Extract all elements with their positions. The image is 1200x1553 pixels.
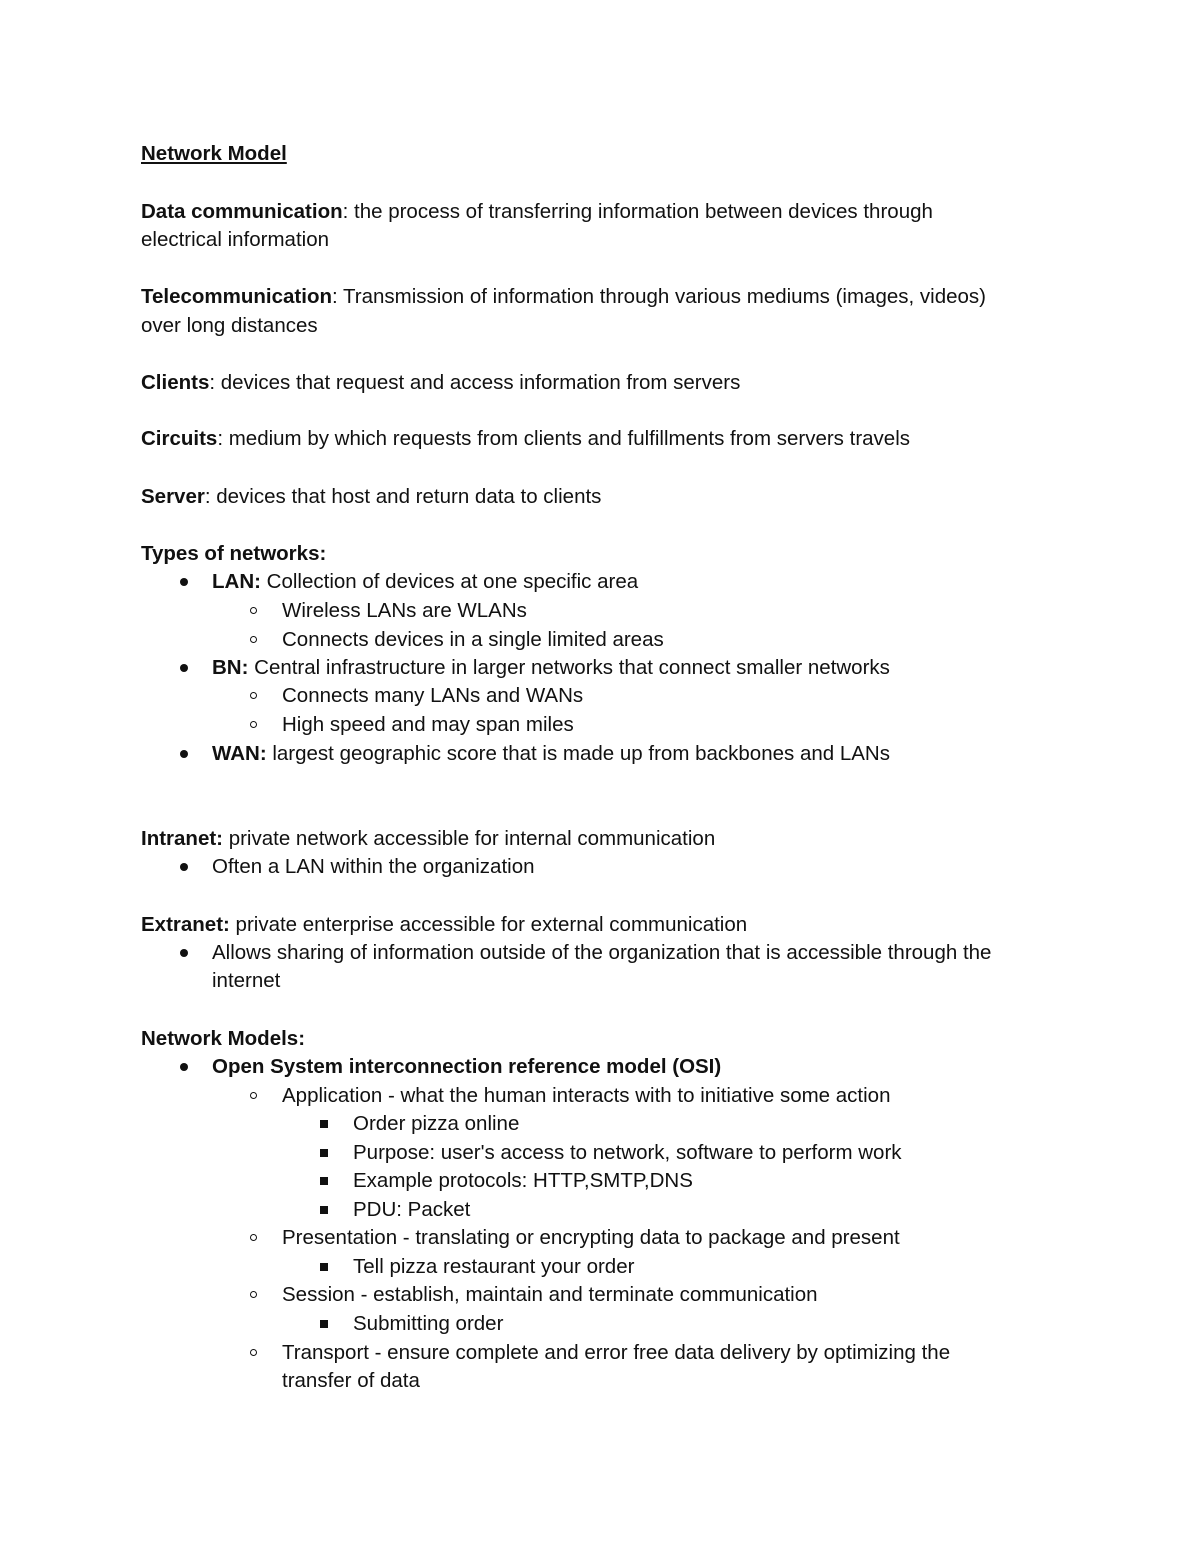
- definition-telecommunication-cont: over long distances: [141, 314, 318, 337]
- list-item-lan: LAN: Collection of devices at one specific area: [212, 570, 639, 593]
- list-item: Example protocols: HTTP,SMTP,DNS: [353, 1169, 693, 1192]
- list-item-cont: internet: [212, 969, 281, 992]
- list-item-osi: Open System interconnection reference model (OSI): [212, 1055, 722, 1078]
- square-bullet: [320, 1206, 328, 1214]
- list-item: Tell pizza restaurant your order: [353, 1255, 635, 1278]
- square-bullet: [320, 1120, 328, 1128]
- list-item: Purpose: user's access to network, software to perform work: [353, 1141, 902, 1164]
- disc-bullet: [180, 750, 188, 758]
- definition-telecommunication: Telecommunication: Transmission of information through various mediums (images, videos): [141, 285, 986, 308]
- disc-bullet: [180, 578, 188, 586]
- list-item-cont: transfer of data: [282, 1369, 420, 1392]
- list-item-transport: Transport - ensure complete and error free data delivery by optimizing the: [282, 1341, 951, 1364]
- page-title: Network Model: [141, 142, 287, 165]
- circle-bullet: [250, 1349, 257, 1356]
- circle-bullet: [250, 607, 257, 614]
- square-bullet: [320, 1263, 328, 1271]
- circle-bullet: [250, 692, 257, 699]
- list-item-bn: BN: Central infrastructure in larger networks that connect smaller networks: [212, 656, 890, 679]
- list-item: Connects many LANs and WANs: [282, 684, 584, 707]
- list-item: Submitting order: [353, 1312, 504, 1335]
- square-bullet: [320, 1177, 328, 1185]
- types-heading: Types of networks:: [141, 542, 327, 565]
- circle-bullet: [250, 1291, 257, 1298]
- circle-bullet: [250, 721, 257, 728]
- list-item: Often a LAN within the organization: [212, 855, 535, 878]
- definition-data-communication-cont: electrical information: [141, 228, 329, 251]
- definition-circuits: Circuits: medium by which requests from clients and fulfillments from servers travels: [141, 427, 911, 450]
- definition-clients: Clients: devices that request and access information from servers: [141, 371, 741, 394]
- list-item: Wireless LANs are WLANs: [282, 599, 527, 622]
- list-item-wan: WAN: largest geographic score that is made up from backbones and LANs: [212, 742, 890, 765]
- disc-bullet: [180, 949, 188, 957]
- definition-intranet: Intranet: private network accessible for internal communication: [141, 827, 716, 850]
- circle-bullet: [250, 1234, 257, 1241]
- disc-bullet: [180, 1063, 188, 1071]
- definition-extranet: Extranet: private enterprise accessible for external communication: [141, 913, 748, 936]
- definition-data-communication: Data communication: the process of transferring information between devices through: [141, 200, 933, 223]
- disc-bullet: [180, 664, 188, 672]
- list-item: Order pizza online: [353, 1112, 520, 1135]
- list-item: High speed and may span miles: [282, 713, 574, 736]
- definition-server: Server: devices that host and return data to clients: [141, 485, 602, 508]
- list-item: Allows sharing of information outside of the organization that is accessible through the: [212, 941, 992, 964]
- list-item: Connects devices in a single limited areas: [282, 628, 664, 651]
- disc-bullet: [180, 863, 188, 871]
- square-bullet: [320, 1320, 328, 1328]
- list-item-presentation: Presentation - translating or encrypting data to package and present: [282, 1226, 900, 1249]
- list-item: PDU: Packet: [353, 1198, 471, 1221]
- circle-bullet: [250, 636, 257, 643]
- models-heading: Network Models:: [141, 1027, 306, 1050]
- circle-bullet: [250, 1092, 257, 1099]
- list-item-session: Session - establish, maintain and terminate communication: [282, 1283, 818, 1306]
- square-bullet: [320, 1149, 328, 1157]
- list-item-application: Application - what the human interacts with to initiative some action: [282, 1084, 891, 1107]
